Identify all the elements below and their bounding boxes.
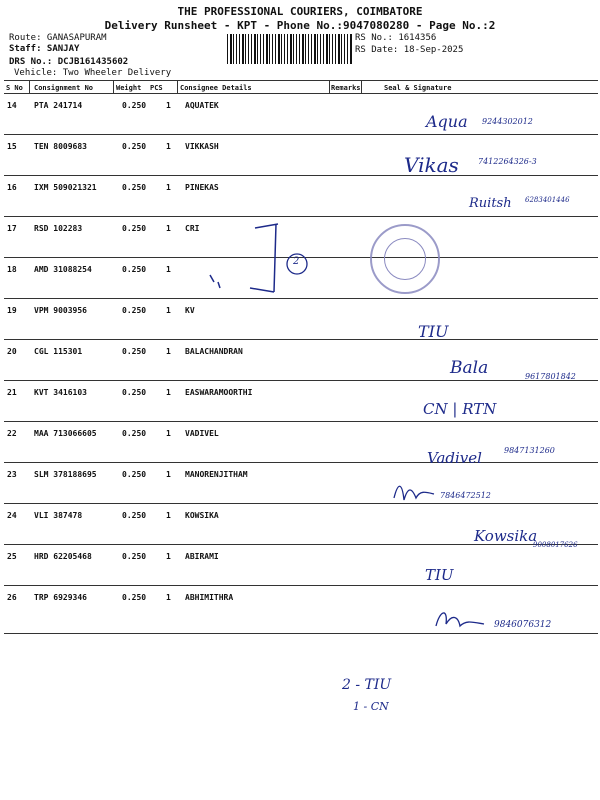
row-consignment: IXM 509021321 — [34, 183, 97, 192]
signature-row20: Bala — [450, 358, 489, 378]
remark-row25: TIU — [425, 566, 454, 584]
table-row — [0, 299, 600, 340]
row-pcs: 1 — [166, 306, 171, 315]
row-sno: 22 — [7, 429, 17, 438]
row-pcs: 1 — [166, 511, 171, 520]
row-consignment: HRD 62205468 — [34, 552, 92, 561]
row-consignee: KOWSIKA — [185, 511, 219, 520]
row-consignment: VLI 387478 — [34, 511, 83, 520]
signature-row15: Vikas — [404, 153, 459, 177]
circled-count-row17: 2 — [293, 256, 300, 267]
row-sno: 21 — [7, 388, 17, 397]
row-weight: 0.250 — [122, 552, 147, 561]
table-row — [0, 422, 600, 463]
row-consignee: PINEKAS — [185, 183, 219, 192]
remark-row19: TIU — [418, 322, 449, 341]
row-sno: 26 — [7, 593, 17, 602]
row-divider — [4, 175, 598, 176]
phone-row24: 9008017626 — [533, 541, 578, 549]
signature-row23 — [390, 478, 440, 508]
signature-row24: Kowsika — [474, 527, 538, 545]
row-consignment: CGL 115301 — [34, 347, 83, 356]
table-row — [0, 381, 600, 422]
row-pcs: 1 — [166, 101, 171, 110]
row-weight: 0.250 — [122, 224, 147, 233]
row-consignee: VIKKASH — [185, 142, 219, 151]
row-pcs: 1 — [166, 347, 171, 356]
row-divider — [4, 585, 598, 586]
row-weight: 0.250 — [122, 429, 147, 438]
row-weight: 0.250 — [122, 265, 147, 274]
col-consignee: Consignee Details — [180, 84, 252, 92]
company-title: THE PROFESSIONAL COURIERS, COIMBATORE — [177, 5, 423, 18]
row-pcs: 1 — [166, 470, 171, 479]
row-consignee: EASWARAMOORTHI — [185, 388, 253, 397]
row-consignment: TRP 6929346 — [34, 593, 87, 602]
phone-row22: 9847131260 — [504, 446, 555, 455]
row-divider — [4, 134, 598, 135]
row-consignee: KV — [185, 306, 195, 315]
row-sno: 15 — [7, 142, 17, 151]
phone-row26: 9846076312 — [494, 620, 552, 630]
row-consignment: MAA 713066605 — [34, 429, 97, 438]
row-consignment: RSD 102283 — [34, 224, 83, 233]
summary-tiu: 2 - TIU — [342, 677, 392, 693]
row-sno: 16 — [7, 183, 17, 192]
row-pcs: 1 — [166, 265, 171, 274]
col-remarks: Remarks — [331, 84, 361, 92]
row-weight: 0.250 — [122, 183, 147, 192]
staff-label: Staff: SANJAY — [9, 44, 80, 54]
row-sno: 17 — [7, 224, 17, 233]
row-sno: 20 — [7, 347, 17, 356]
company-seal-inner-ring — [384, 238, 426, 280]
table-top-border — [4, 80, 598, 81]
row-sno: 14 — [7, 101, 17, 110]
vehicle-label: Vehicle: Two Wheeler Delivery — [14, 68, 172, 78]
col-pcs: PCS — [150, 84, 163, 92]
phone-row23: 7846472512 — [440, 491, 491, 500]
row-weight: 0.250 — [122, 306, 147, 315]
col-divider — [29, 80, 30, 93]
row-weight: 0.250 — [122, 388, 147, 397]
row-sno: 19 — [7, 306, 17, 315]
table-row — [0, 94, 600, 135]
row-consignee: VADIVEL — [185, 429, 219, 438]
row-weight: 0.250 — [122, 511, 147, 520]
table-row — [0, 340, 600, 381]
phone-row14: 9244302012 — [482, 117, 533, 126]
col-divider — [361, 80, 362, 93]
signature-row22: Vadivel — [427, 449, 482, 467]
row-pcs: 1 — [166, 593, 171, 602]
row-consignment: SLM 378188695 — [34, 470, 97, 479]
remark-row21: CN | RTN — [423, 400, 497, 418]
signature-row16: Ruitsh — [469, 196, 512, 211]
row-divider — [4, 633, 598, 634]
row-divider — [4, 421, 598, 422]
row-divider — [4, 380, 598, 381]
row-weight: 0.250 — [122, 101, 147, 110]
row-consignee: AQUATEK — [185, 101, 219, 110]
row-consignee: MANORENJITHAM — [185, 470, 248, 479]
row-consignment: PTA 241714 — [34, 101, 83, 110]
col-consignment: Consignment No — [34, 84, 94, 92]
row-consignment: VPM 9003956 — [34, 306, 87, 315]
row-pcs: 1 — [166, 183, 171, 192]
phone-row20: 9617801842 — [525, 372, 576, 381]
row-pcs: 1 — [166, 552, 171, 561]
phone-row16: 6283401446 — [525, 196, 570, 204]
row-pcs: 1 — [166, 388, 171, 397]
row-pcs: 1 — [166, 224, 171, 233]
table-row — [0, 135, 600, 176]
row-sno: 25 — [7, 552, 17, 561]
row-sno: 18 — [7, 265, 17, 274]
row-consignment: AMD 31088254 — [34, 265, 92, 274]
col-sno: S No — [6, 84, 23, 92]
rs-date: RS Date: 18-Sep-2025 — [355, 45, 464, 55]
row-divider — [4, 503, 598, 504]
table-row — [0, 463, 600, 504]
row-divider — [4, 216, 598, 217]
phone-row15: 7412264326-3 — [478, 157, 537, 166]
route-label: Route: GANASAPURAM — [9, 33, 107, 43]
col-weight: Weight — [116, 84, 142, 92]
signature-row26 — [430, 604, 490, 634]
row-weight: 0.250 — [122, 347, 147, 356]
col-divider — [329, 80, 330, 93]
col-divider — [177, 80, 178, 93]
table-row — [0, 545, 600, 586]
row-consignee: BALACHANDRAN — [185, 347, 243, 356]
row-consignment: TEN 8009683 — [34, 142, 87, 151]
row-divider — [4, 462, 598, 463]
row-weight: 0.250 — [122, 593, 147, 602]
summary-cn: 1 - CN — [353, 700, 389, 713]
row-consignee: ABIRAMI — [185, 552, 219, 561]
col-divider — [113, 80, 114, 93]
drs-number: DRS No.: DCJB161435602 — [9, 57, 129, 67]
row-pcs: 1 — [166, 429, 171, 438]
row-consignment: KVT 3416103 — [34, 388, 87, 397]
col-seal: Seal & Signature — [384, 84, 452, 92]
rs-number: RS No.: 1614356 — [355, 33, 437, 43]
row-divider — [4, 339, 598, 340]
row-consignee: CRI — [185, 224, 200, 233]
signature-row14: Aqua — [426, 112, 468, 131]
row-pcs: 1 — [166, 142, 171, 151]
row-weight: 0.250 — [122, 470, 147, 479]
barcode — [227, 34, 352, 64]
row-sno: 24 — [7, 511, 17, 520]
row-sno: 23 — [7, 470, 17, 479]
row-weight: 0.250 — [122, 142, 147, 151]
row-consignee: ABHIMITHRA — [185, 593, 234, 602]
handwritten-mark-row17 — [200, 220, 320, 300]
runsheet-subtitle: Delivery Runsheet - KPT - Phone No.:9047080280 - Page No.:2 — [104, 19, 496, 32]
